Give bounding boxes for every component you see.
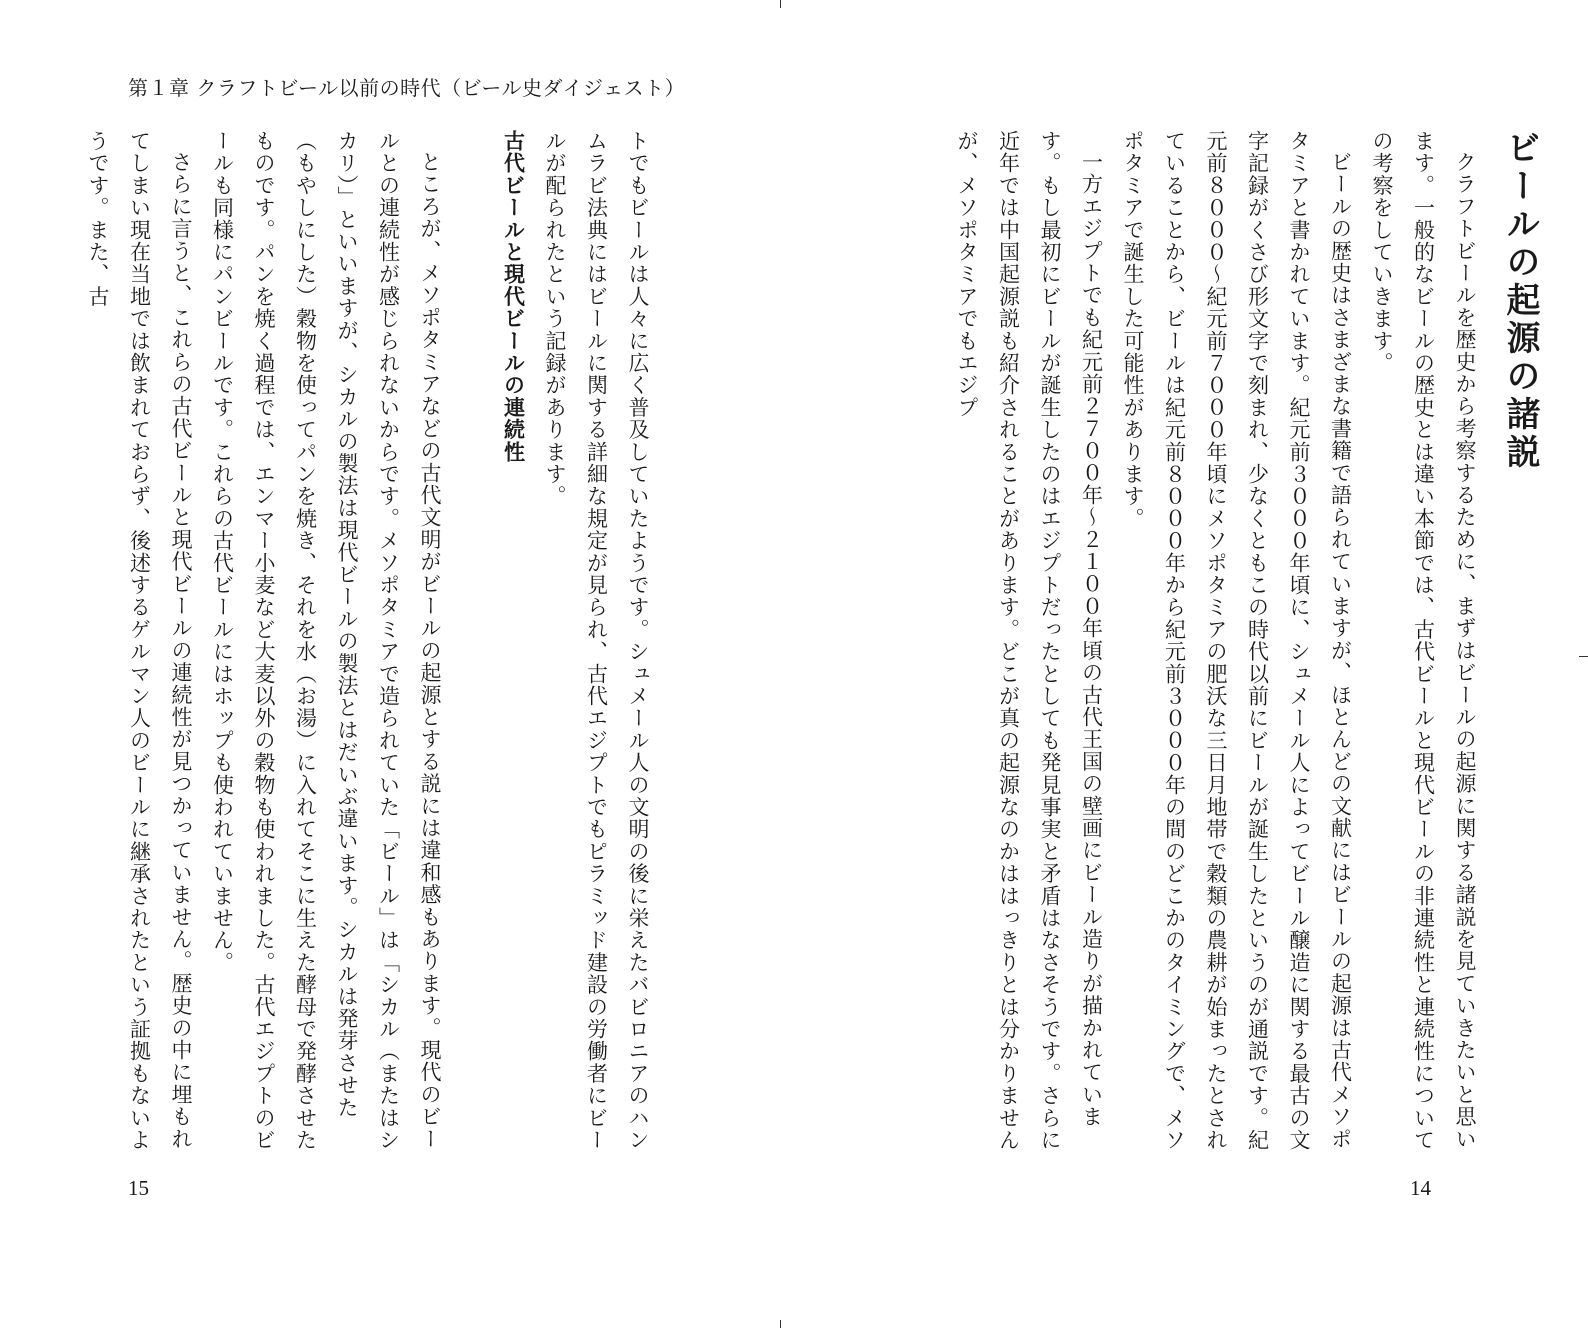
continued-paragraph: トでもビールは人々に広く普及していたようです。シュメール人の文明の後に栄えたバビロニアのハンムラビ法典にはビールに関する詳細な規定が見られ、古代エジプトでもピラミッド建設の労働者にビールが配られたという記録があります。 xyxy=(543,130,650,1152)
page-number: 15 xyxy=(128,1176,149,1200)
page-number: 14 xyxy=(1410,1176,1431,1200)
running-head: 第１章 クラフトビール以前の時代（ビール史ダイジェスト） xyxy=(128,76,686,100)
paragraph: ところが、メソポタミアなどの古代文明がビールの起源とする説には違和感もあります。現代のビールとの連続性が感じられないからです。メソポタミアで造られていた「ビール」は「シカル（またはシカリ）」といいますが、シカルの製法は現代ビールの製法とはだいぶ違います。シカルは発芽させた（もやしにした）穀物を使ってパンを焼き、それを水（お湯）に入れてそこに生えた酵母で発酵させたものです。パンを焼く過程では、エンマー小麦など大麦以外の穀物も使われました。古代エジプトのビールも同様にパンビールです。これらの古代ビールにはホップも使われていません。 xyxy=(210,130,442,1152)
paragraph: 一方エジプトでも紀元前２７００年〜２１００年頃の古代王国の壁画にビール造りが描かれています。もし最初にビールが誕生したのはエジプトだったとしても発見事実と矛盾はなさそうです。さらに近年では中国起源説も紹介されることがあります。どこが真の起源なのかははっきりとは分かりませんが、メソポタミアでもエジプ xyxy=(955,130,1104,1152)
paragraph: クラフトビールを歴史から考察するために、まずはビールの起源に関する諸説を見ていきたいと思います。一般的なビールの歴史とは違い本節では、古代ビールと現代ビールの非連続性と連続性についての考察をしていきます。 xyxy=(1370,130,1477,1152)
page-15 xyxy=(0,0,785,1328)
section-heading: 古代ビールと現代ビールの連続性 xyxy=(501,130,526,463)
paragraph: ビールの歴史はさまざまな書籍で語られていますが、ほとんどの文献にはビールの起源は古代メソポタミアと書かれています。紀元前３０００年頃に、シュメール人によってビール醸造に関する最古の文字記録がくさび形文字で刻まれ、少なくともこの時代以前にビールが誕生したというのが通説です。紀元前８０００〜紀元前７０００年頃にメソポタミアの肥沃な三日月地帯で穀類の農耕が始まったとされていることから、ビールは紀元前８０００年から紀元前３０００年の間のどこかのタイミングで、メソポタミアで誕生した可能性があります。 xyxy=(1121,130,1353,1152)
page-14 xyxy=(785,0,1588,1328)
page-14-body xyxy=(895,130,1555,1162)
section-title: ビールの起源の諸説 xyxy=(1500,130,1540,472)
paragraph: さらに言うと、これらの古代ビールと現代ビールの連続性が見つかっていません。歴史の中に埋もれてしまい現在当地では飲まれておらず、後述するゲルマン人のビールに継承されたという証拠もないようです。また、古 xyxy=(86,130,193,1152)
page-15-body xyxy=(86,130,658,1162)
